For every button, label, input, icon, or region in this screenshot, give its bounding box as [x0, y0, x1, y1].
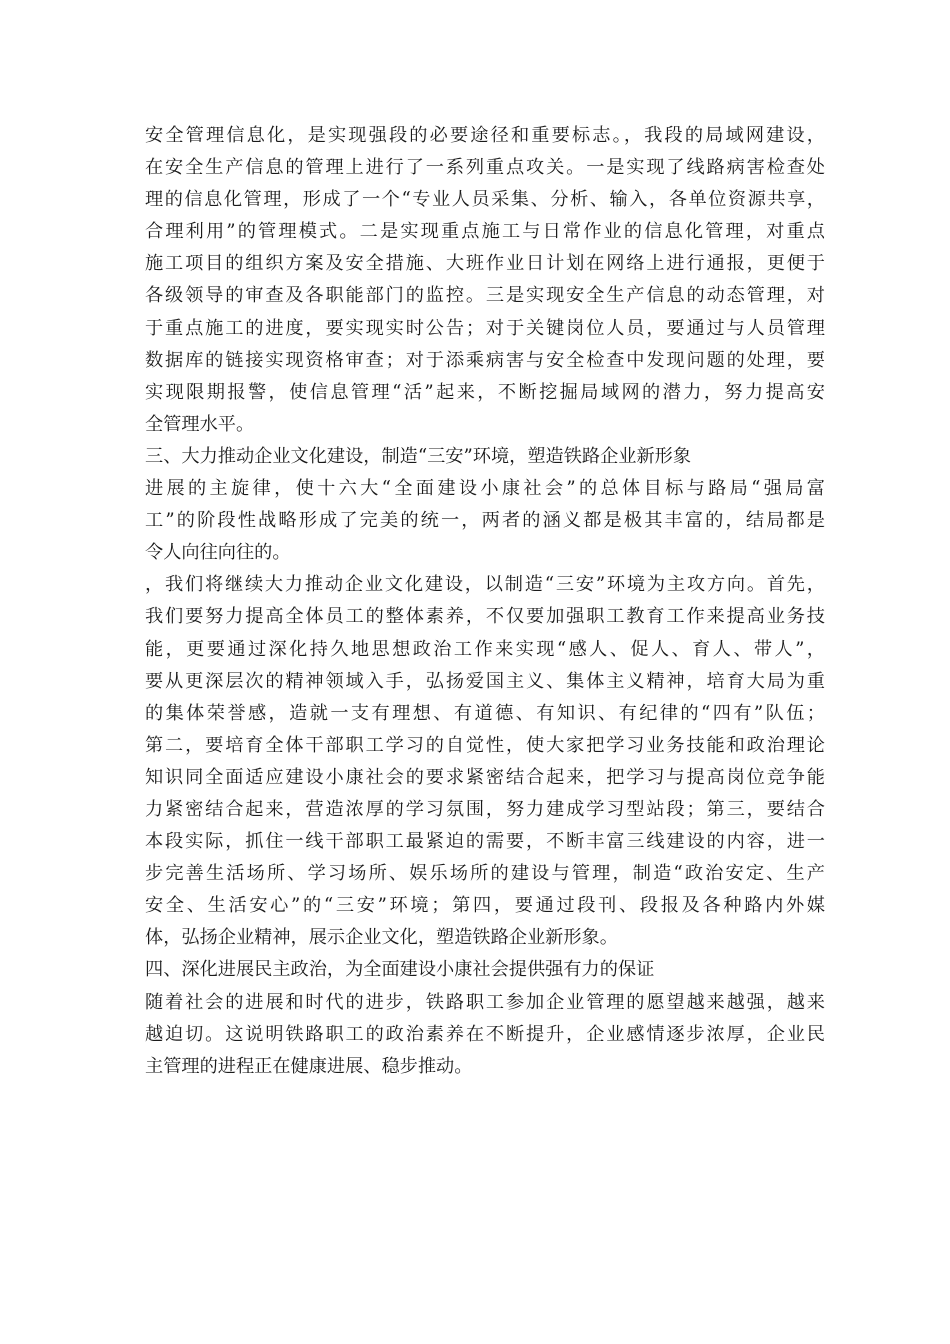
text-line: 安全管理信息化，是实现强段的必要途径和重要标志。，我段的局域网建设，	[145, 125, 825, 146]
text-line: 第二，要培育全体干部职工学习的自觉性，使大家把学习业务技能和政治理论	[145, 734, 825, 756]
text-line: 随着社会的进展和时代的进步，铁路职工参加企业管理的愿望越来越强，越来	[145, 991, 825, 1013]
text-line: 三、大力推动企业文化建设，制造“三安”环境，塑造铁路企业新形象	[145, 445, 692, 467]
body-text	[145, 120, 825, 1083]
text-line: 安全、生活安心”的“三安”环境；第四，要通过段刊、段报及各种路内外媒	[145, 895, 825, 917]
text-line: 施工项目的组织方案及安全措施、大班作业日计划在网络上进行通报，更便于	[145, 253, 825, 275]
text-line: 体，弘扬企业精神，展示企业文化，塑造铁路企业新形象。	[145, 927, 618, 949]
text-line: 工”的阶段性战略形成了完美的统一，两者的涵义都是极其丰富的，结局都是	[145, 510, 825, 532]
text-line: 各级领导的审查及各职能部门的监控。三是实现安全生产信息的动态管理，对	[145, 285, 825, 307]
text-line: 全管理水平。	[145, 413, 255, 435]
text-line: 进展的主旋律，使十六大“全面建设小康社会”的总体目标与路局“强局富	[145, 478, 825, 500]
text-line: 理的信息化管理，形成了一个“专业人员采集、分析、输入，各单位资源共享，	[145, 189, 825, 211]
text-line: 于重点施工的进度，要实现实时公告；对于关键岗位人员，要通过与人员管理	[145, 317, 825, 339]
text-line: 的集体荣誉感，造就一支有理想、有道德、有知识、有纪律的“四有”队伍；	[145, 702, 825, 724]
text-line: 要从更深层次的精神领域入手，弘扬爱国主义、集体主义精神，培育大局为重	[145, 670, 825, 692]
text-line: 实现限期报警，使信息管理“活”起来，不断挖掘局域网的潜力，努力提高安	[145, 381, 825, 403]
text-line: 合理利用”的管理模式。二是实现重点施工与日常作业的信息化管理，对重点	[145, 221, 825, 243]
text-line: ，我们将继续大力推动企业文化建设，以制造“三安”环境为主攻方向。首先，	[145, 574, 825, 596]
text-line: 越迫切。这说明铁路职工的政治素养在不断提升，企业感情逐步浓厚，企业民	[145, 1023, 825, 1045]
text-line: 令人向往向往的。	[145, 542, 291, 564]
text-line: 四、深化进展民主政治，为全面建设小康社会提供强有力的保证	[145, 959, 655, 981]
text-line: 数据库的链接实现资格审查；对于添乘病害与安全检查中发现问题的处理，要	[145, 349, 825, 371]
text-line: 本段实际，抓住一线干部职工最紧迫的需要，不断丰富三线建设的内容，进一	[145, 831, 825, 853]
text-line: 步完善生活场所、学习场所、娱乐场所的建设与管理，制造“政治安定、生产	[145, 863, 825, 885]
text-line: 在安全生产信息的管理上进行了一系列重点攻关。一是实现了线路病害检查处	[145, 157, 825, 179]
text-line: 能，更要通过深化持久地思想政治工作来实现“感人、促人、育人、带人”，	[145, 638, 825, 660]
text-line: 主管理的进程正在健康进展、稳步推动。	[145, 1055, 473, 1077]
text-line: 知识同全面适应建设小康社会的要求紧密结合起来，把学习与提高岗位竞争能	[145, 766, 825, 788]
text-line: 力紧密结合起来，营造浓厚的学习氛围，努力建成学习型站段；第三，要结合	[145, 798, 825, 820]
text-line: 我们要努力提高全体员工的整体素养，不仅要加强职工教育工作来提高业务技	[145, 606, 825, 628]
